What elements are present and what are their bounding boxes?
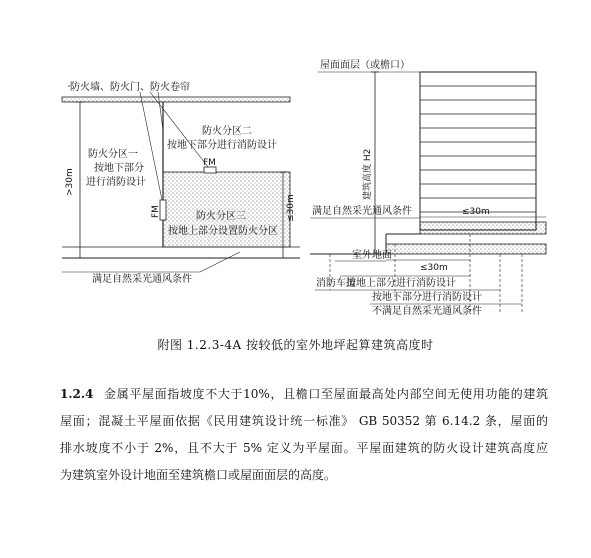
zone3-line2: 按地上部分设置防火分区 (168, 226, 278, 237)
roof-label: 屋面面层（或檐口） (320, 60, 410, 71)
podium-lower (386, 244, 546, 254)
para-line-4: 为建筑室外设计地面至建筑檐口或屋面面层的高度。 (60, 468, 337, 482)
fire-road-label: 消防车道 (316, 278, 356, 289)
zone2-line2: 按地下部分进行消防设计 (167, 140, 277, 151)
zone1-line2: 按地下部分 (94, 163, 144, 174)
below-ground-label: 按地下部分进行消防设计 (372, 292, 482, 303)
podium-upper (420, 222, 546, 234)
dim-bottom-label: ≤30m (420, 263, 448, 273)
ground-label: 室外地面 (352, 250, 392, 261)
vent-leader-left-2 (200, 252, 240, 272)
dim-right-label: ≤30m (286, 194, 296, 222)
para-line-1-text: 金属平屋面指坡度不大于10%，且檐口至屋面最高处内部空间无使用功能的建筑 (103, 387, 548, 401)
left-diagram (62, 80, 300, 285)
fm-side-label: FM (151, 205, 161, 218)
zone1-line1: 防火分区一 (88, 149, 138, 160)
para-line-3: 排水坡度不小于 2%，且不大于 5% 定义为平屋面。平屋面建筑的防火设计建筑高度应 (60, 441, 548, 455)
zone1-line3: 进行消防设计 (86, 177, 146, 188)
section-number: 1.2.4 (60, 387, 94, 401)
zone2-line1: 防火分区二 (202, 126, 252, 137)
dim-left-label: >30m (65, 168, 75, 196)
section-paragraph (60, 381, 548, 489)
ceiling-slab (62, 97, 290, 102)
fm-top-label: FM (203, 158, 216, 168)
zone3-line1: 防火分区三 (196, 211, 246, 222)
vent-label-left: 满足自然采光通风条件 (92, 274, 192, 285)
vent-no-label: 不满足自然采光通风条件 (372, 306, 482, 317)
wall-leader-2 (150, 92, 208, 167)
height-label: 建筑高度 H2 (363, 148, 373, 200)
para-line-2: 屋面；混凝土平屋面依据《民用建筑设计统一标准》 GB 50352 第 6.14.2 条，屋面的 (60, 414, 548, 428)
para-line-1 (60, 381, 548, 408)
wall-label: 防火墙、防火门、防火卷帘 (70, 82, 190, 93)
dim-top-label: ≤30m (462, 207, 490, 217)
vent-ok-label: 满足自然采光通风条件 (312, 206, 412, 217)
figure-caption: 附图 1.2.3-4A 按较低的室外地坪起算建筑高度时 (157, 338, 434, 352)
above-ground-label: 按地上部分进行消防设计 (346, 278, 456, 289)
right-diagram (310, 58, 546, 317)
